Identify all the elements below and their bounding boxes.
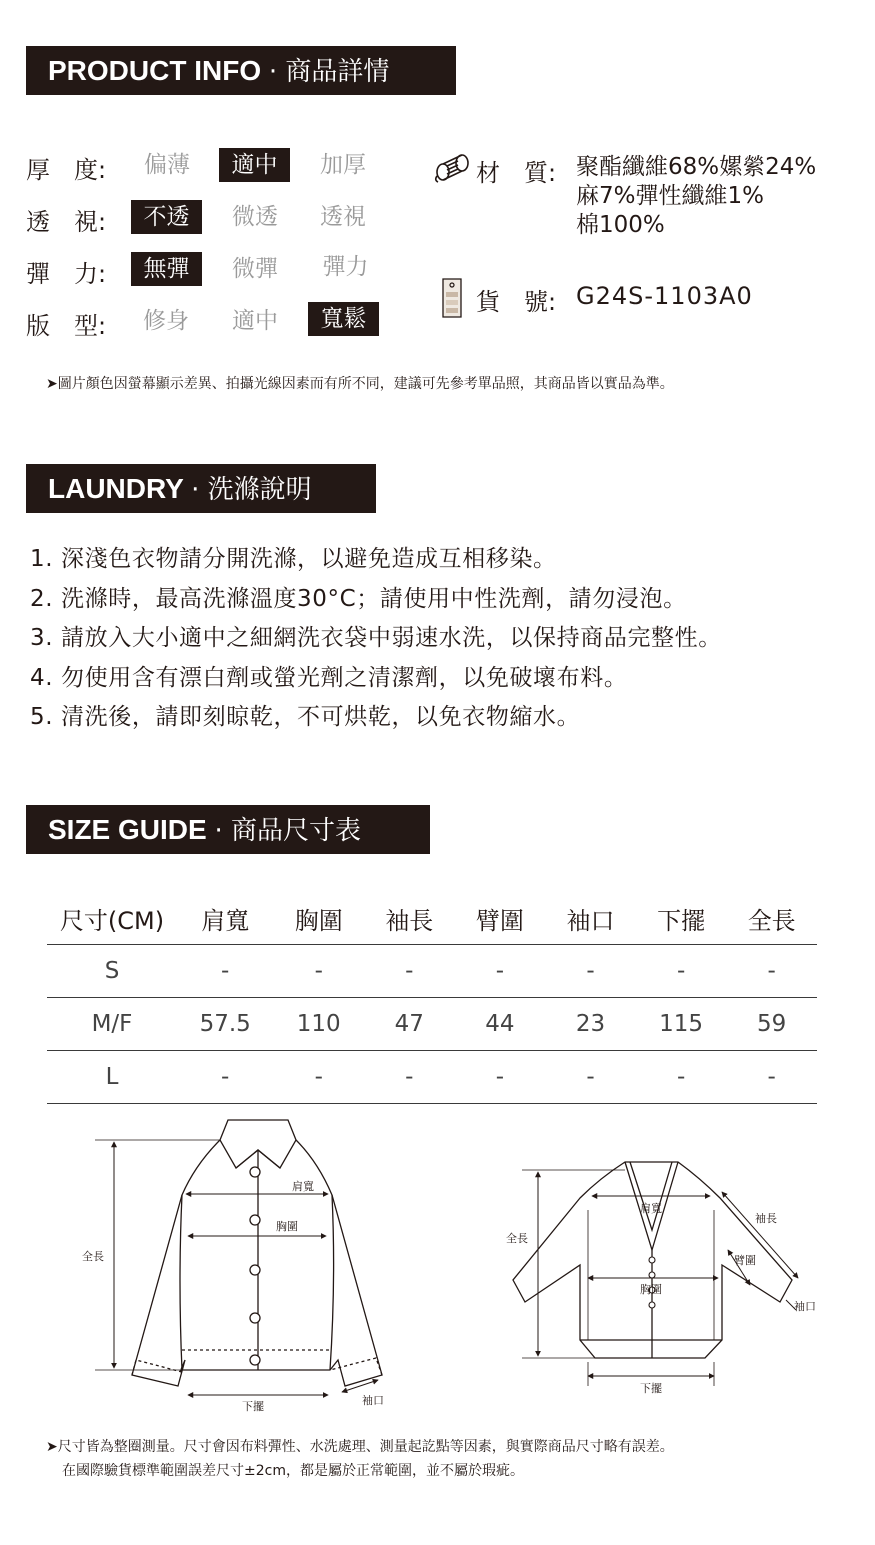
tag-icon <box>440 276 464 320</box>
color-disclaimer: ➤圖片顏色因螢幕顯示差異、拍攝光線因素而有所不同，建議可先參考單品照，其商品皆以實品為準。 <box>46 376 674 392</box>
table-row <box>47 945 817 998</box>
size-cell: - <box>273 1051 364 1104</box>
attr-label: 透 視: <box>26 208 107 236</box>
cardigan-label-arm: 臂圍 <box>734 1254 756 1267</box>
size-cell: - <box>726 1051 817 1104</box>
attr-option-selected: 適中 <box>219 148 290 182</box>
cardigan-label-sleeve: 袖長 <box>755 1212 777 1225</box>
attr-option: 透視 <box>320 204 366 230</box>
size-cell: - <box>364 1051 455 1104</box>
size-cell: 23 <box>545 998 636 1051</box>
size-note: 在國際驗貨標準範圍誤差尺寸±2cm，都是屬於正常範圍，並不屬於瑕疵。 <box>62 1463 524 1479</box>
size-cell: M/F <box>47 998 177 1051</box>
jacket-label-shoulder: 肩寬 <box>292 1180 314 1193</box>
attr-option: 微彈 <box>232 256 278 282</box>
material-line: 麻7%彈性纖維1% <box>576 183 764 209</box>
size-cell: - <box>545 945 636 998</box>
jacket-label-length: 全長 <box>82 1250 104 1263</box>
size-cell: - <box>177 945 273 998</box>
laundry-item: 3. 請放入大小適中之細網洗衣袋中弱速水洗，以保持商品完整性。 <box>30 625 722 651</box>
size-cell: 59 <box>726 998 817 1051</box>
material-line: 棉100% <box>576 212 665 238</box>
cardigan-label-cuff: 袖口 <box>794 1300 816 1313</box>
material-line: 聚酯纖維68%嫘縈24% <box>576 154 817 180</box>
size-col-header: 臂圍 <box>455 892 546 945</box>
sku-value: G24S-1103A0 <box>576 282 753 310</box>
attr-option: 修身 <box>143 308 189 334</box>
cardigan-label-length: 全長 <box>506 1232 528 1245</box>
size-col-header: 下擺 <box>636 892 727 945</box>
size-col-header: 肩寬 <box>177 892 273 945</box>
size-col-header: 袖長 <box>364 892 455 945</box>
size-col-header: 全長 <box>726 892 817 945</box>
size-cell: 57.5 <box>177 998 273 1051</box>
attr-label: 厚 度: <box>26 156 107 184</box>
laundry-header <box>26 464 376 513</box>
size-col-header: 胸圍 <box>273 892 364 945</box>
laundry-header-cn: · 洗滌說明 <box>191 475 312 505</box>
sku-label: 貨 號: <box>476 288 557 316</box>
size-cell: L <box>47 1051 177 1104</box>
table-row <box>47 1051 817 1104</box>
size-table-header-row <box>47 892 817 945</box>
cardigan-label-hem: 下擺 <box>640 1382 662 1395</box>
attr-option: 彈力 <box>322 254 369 280</box>
jacket-label-cuff: 袖口 <box>362 1394 384 1407</box>
jacket-measurement-diagram <box>70 1110 400 1420</box>
size-cell: - <box>726 945 817 998</box>
size-cell: - <box>177 1051 273 1104</box>
cardigan-measurement-diagram <box>500 1150 830 1400</box>
attr-label: 彈 力: <box>26 260 107 288</box>
attr-option: 適中 <box>232 308 278 334</box>
size-cell: S <box>47 945 177 998</box>
size-cell: 47 <box>364 998 455 1051</box>
attr-option: 偏薄 <box>144 152 190 178</box>
cardigan-label-chest: 胸圍 <box>640 1283 662 1296</box>
attr-option-selected: 無彈 <box>131 252 202 286</box>
size-col-header: 尺寸(CM) <box>47 892 177 945</box>
size-cell: - <box>455 1051 546 1104</box>
jacket-label-chest: 胸圍 <box>276 1220 298 1233</box>
size-cell: - <box>636 1051 727 1104</box>
laundry-item: 4. 勿使用含有漂白劑或螢光劑之清潔劑，以免破壞布料。 <box>30 664 628 691</box>
jacket-label-hem: 下擺 <box>242 1400 264 1413</box>
size-cell: - <box>545 1051 636 1104</box>
product-info-header <box>26 46 456 95</box>
size-cell: 115 <box>636 998 727 1051</box>
material-label: 材 質: <box>476 159 557 187</box>
size-guide-header-cn: · 商品尺寸表 <box>214 816 362 846</box>
size-col-header: 袖口 <box>545 892 636 945</box>
attr-option: 加厚 <box>320 152 366 178</box>
size-cell: - <box>273 945 364 998</box>
laundry-item: 2. 洗滌時，最高洗滌溫度30°C；請使用中性洗劑，請勿浸泡。 <box>30 585 687 612</box>
attr-option-selected: 寬鬆 <box>308 302 379 336</box>
attr-option: 微透 <box>232 204 278 230</box>
laundry-list <box>30 540 722 738</box>
size-guide-header-en: SIZE GUIDE <box>48 814 207 845</box>
size-guide-header <box>26 805 430 854</box>
laundry-item: 5. 清洗後，請即刻晾乾，不可烘乾，以免衣物縮水。 <box>30 704 581 730</box>
size-cell: 110 <box>273 998 364 1051</box>
cardigan-label-shoulder: 肩寬 <box>640 1202 662 1215</box>
thread-spool-icon <box>434 152 472 184</box>
size-cell: - <box>455 945 546 998</box>
attr-label: 版 型: <box>26 312 107 340</box>
product-info-header-en: PRODUCT INFO <box>48 55 262 86</box>
attr-option-selected: 不透 <box>131 200 202 234</box>
size-cell: - <box>364 945 455 998</box>
size-cell: 44 <box>455 998 546 1051</box>
size-note: ➤尺寸皆為整圈測量。尺寸會因布料彈性、水洗處理、測量起訖點等因素，與實際商品尺寸略有誤差。 <box>46 1439 674 1455</box>
laundry-header-en: LAUNDRY <box>48 473 184 504</box>
product-info-header-cn: · 商品詳情 <box>268 57 390 87</box>
table-row <box>47 998 817 1051</box>
size-table <box>47 892 817 1104</box>
laundry-item: 1. 深淺色衣物請分開洗滌，以避免造成互相移染。 <box>30 546 557 572</box>
size-cell: - <box>636 945 727 998</box>
